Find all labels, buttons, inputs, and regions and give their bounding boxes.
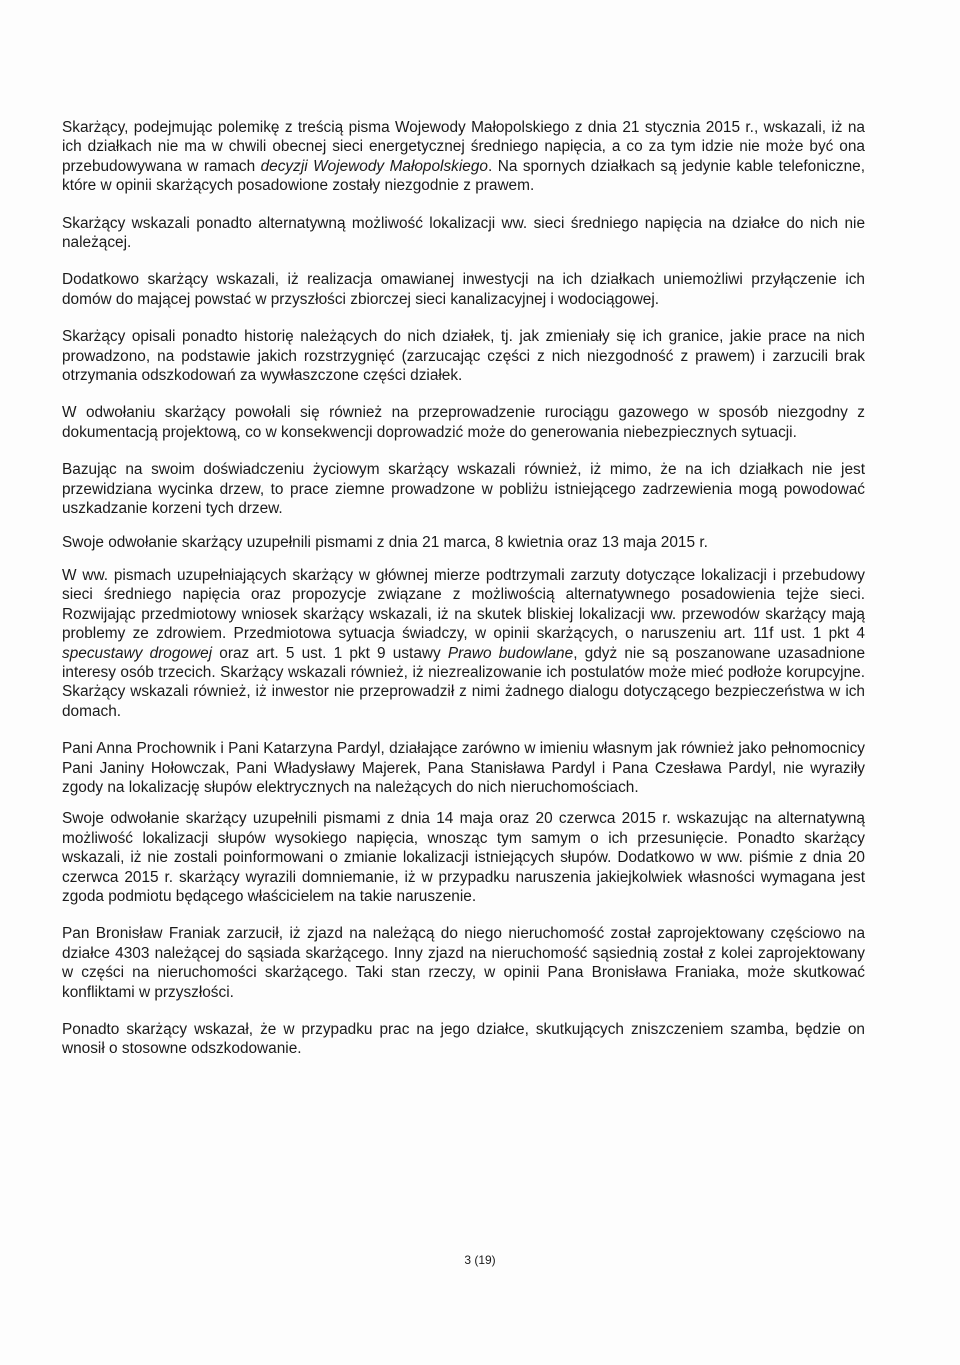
paragraph-text-run: oraz art. 5 ust. 1 pkt 9 ustawy [212, 644, 448, 662]
paragraph-text-run: Ponadto skarżący wskazał, że w przypadku prac na jego działce, skutkujących zniszczeniem szamba, będzie on wnosił o stosowne odszkodowanie. [62, 1021, 865, 1058]
paragraph [62, 809, 865, 906]
paragraph-text-run: W odwołaniu skarżący powołali się również na przeprowadzenie rurociągu gazowego w sposób niezgodny z dokumentacją projektową, co w konsekwencji doprowadzić może do generowania niebezpiecznych sytuacji. [62, 404, 865, 441]
paragraph [62, 566, 865, 721]
paragraph [62, 270, 865, 309]
paragraph [62, 533, 865, 552]
paragraph-italic-run: Prawo budowlane [447, 644, 574, 662]
paragraph-text-run: Swoje odwołanie skarżący uzupełnili pismami z dnia 21 marca, 8 kwietnia oraz 13 maja 2015 r. [62, 533, 708, 551]
paragraph [62, 403, 865, 442]
paragraph [62, 327, 865, 385]
paragraph-text-run: Skarżący, podejmując polemikę z treścią pisma Wojewody Małopolskiego z dnia 21 stycznia 2015 r., wskazali, iż na ich działkach nie ma w chwili obecnej sieci energetycznej średniego napięcia, a co za tym idzie nie może być ona przebudowywana w ramach [62, 119, 865, 175]
paragraph [62, 214, 865, 253]
document-body [62, 118, 865, 1059]
paragraph [62, 739, 865, 797]
paragraph-italic-run: specustawy drogowej [62, 644, 213, 662]
paragraph-text-run: . Na spornych działkach są jedynie kable telefoniczne, które w opinii skarżących posadowione zostały niezgodnie z prawem. [62, 157, 866, 195]
paragraph-text-run: W ww. pismach uzupełniających skarżący w głównej mierze podtrzymali zarzuty dotyczące lokalizacji i przebudowy sieci średniego napięcia oraz propozycje związane z możliwością alternatywnego posadowienia tejże sieci. Rozwijając przedmiotowy wniosek skarżący wskazali, iż na skutek bliskiej lokalizacji ww. przewodów skarżący mają problemy ze zdrowiem. Przedmiotowa sytuacja świadczy, w opinii skarżących, o naruszeniu art. 11f ust. 1 pkt 4 [62, 566, 865, 643]
page-number: 3 (19) [464, 1253, 496, 1267]
paragraph [62, 1020, 865, 1059]
paragraph [62, 460, 865, 518]
paragraph [62, 118, 865, 196]
paragraph-text-run: Pan Bronisław Franiak zarzucił, iż zjazd na należącą do niego nieruchomość został zaprojektowany częściowo na działce 4303 należącej do sąsiada skarżącego. Inny zjazd na nieruchomość sąsiednią został z kolei zaprojektowany w części na nieruchomości skarżącego. Taki stan rzeczy, w opinii Pana Bronisława Franiaka, może skutkować konfliktami w przyszłości. [62, 925, 865, 1001]
paragraph-italic-run: decyzji Wojewody Małopolskiego [260, 157, 488, 175]
paragraph-text-run: Skarżący opisali ponadto historię należących do nich działek, tj. jak zmieniały się ich granice, jakie prace na nich prowadzono, na podstawie jakich rozstrzygnięć (zarzucając części z nich niezgodność z prawem) i zarzucili brak otrzymania odszkodowań za wywłaszczone części działek. [62, 328, 865, 385]
paragraph-text-run: Swoje odwołanie skarżący uzupełnili pismami z dnia 14 maja oraz 20 czerwca 2015 r. wskazując na alternatywną możliwość lokalizacji słupów wysokiego napięcia, wnosząc tym samym o ich przesunięcie. Ponadto skarżący wskazali, iż nie zostali poinformowani o zmianie lokalizacji istniejących słupów. Dodatkowo w ww. piśmie z dnia 20 czerwca 2015 r. skarżący wyrazili domniemanie, iż w przypadku naruszenia jakiejkolwiek własności wymagana jest zgoda podmiotu będącego właścicielem na takie naruszenie. [62, 810, 865, 905]
paragraph-text-run: Pani Anna Prochownik i Pani Katarzyna Pardyl, działające zarówno w imieniu własnym jak również jako pełnomocnicy Pani Janiny Hołowczak, Pani Władysławy Majerek, Pana Stanisława Pardyl i Pana Czesława Pardyl, nie wyraziły zgody na lokalizację słupów elektrycznych na należących do nich nieruchomościach. [62, 740, 865, 796]
paragraph-text-run: Dodatkowo skarżący wskazali, iż realizacja omawianej inwestycji na ich działkach uniemożliwi przyłączenie ich domów do mającej powstać w przyszłości zbiorczej sieci kanalizacyjnej i wodociągowej. [62, 271, 865, 308]
paragraph [62, 924, 865, 1002]
paragraph-text-run: , gdyż nie są poszanowane uzasadnione interesy osób trzecich. Skarżący wskazali również, iż niezrealizowanie ich postulatów może mieć podłoże korupcyjne. Skarżący wskazali również, iż inwestor nie przeprowadził z nimi żadnego dialogu dotyczącego bezpieczeństwa w ich domach. [62, 644, 865, 720]
paragraph-text-run: Skarżący wskazali ponadto alternatywną możliwość lokalizacji ww. sieci średniego napięcia na działce do nich nie należącej. [62, 214, 865, 252]
paragraph-text-run: Bazując na swoim doświadczeniu życiowym skarżący wskazali również, iż mimo, że na ich działkach nie jest przewidziana wycinka drzew, to prace ziemne prowadzone w pobliżu istniejącego zadrzewienia mogą powodować uszkadzanie korzeni tych drzew. [62, 461, 865, 518]
